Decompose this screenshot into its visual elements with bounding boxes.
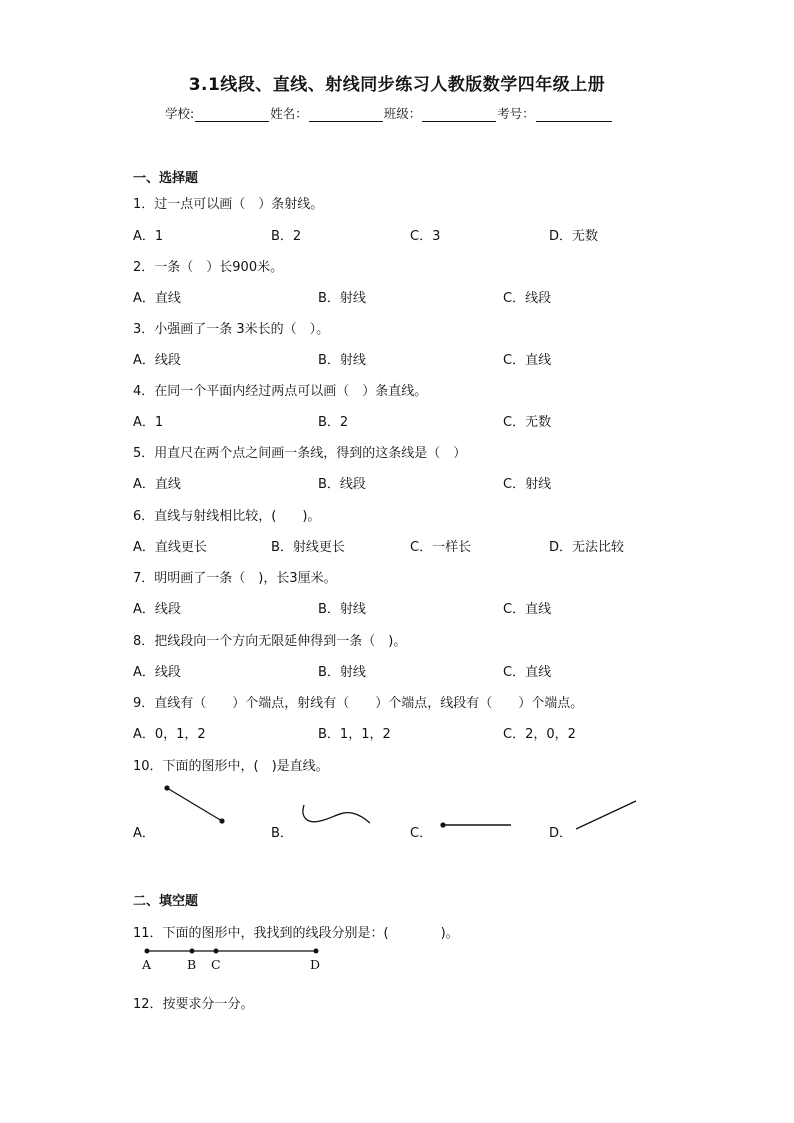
class-label: 班级： <box>383 106 422 121</box>
point-d <box>314 949 319 954</box>
label-a: A <box>142 957 152 972</box>
q6-option-c[interactable]: C．一样长 <box>410 540 472 555</box>
point-b <box>190 949 195 954</box>
q10-option-d[interactable]: D． <box>549 826 573 841</box>
section-fill-heading: 二、填空题 <box>133 894 199 909</box>
school-label: 学校: <box>165 106 195 121</box>
section-choice-heading: 一、选择题 <box>133 171 199 186</box>
question-8: 8．把线段向一个方向无限延伸得到一条（ )。 <box>133 634 407 649</box>
q7-option-c[interactable]: C．直线 <box>503 602 552 617</box>
q6-option-b[interactable]: B．射线更长 <box>271 540 345 555</box>
q10-option-c[interactable]: C． <box>410 826 433 841</box>
q5-option-c[interactable]: C．射线 <box>503 477 552 492</box>
q10-option-b[interactable]: B． <box>271 826 293 841</box>
q6-option-a[interactable]: A．直线更长 <box>133 540 207 555</box>
q6-option-d[interactable]: D．无法比较 <box>549 540 625 555</box>
label-d: D <box>310 957 321 972</box>
name-label: 姓名： <box>270 106 308 121</box>
question-4: 4．在同一个平面内经过两点可以画（ ）条直线。 <box>133 384 428 399</box>
question-7: 7．明明画了一条（ )，长3厘米。 <box>133 571 337 586</box>
q5-option-b[interactable]: B．线段 <box>318 477 366 492</box>
q4-option-c[interactable]: C．无数 <box>503 415 552 430</box>
q7-option-a[interactable]: A．线段 <box>133 602 181 617</box>
point-c <box>214 949 219 954</box>
question-6: 6．直线与射线相比较，( )。 <box>133 509 321 524</box>
question-2: 2．一条（ ）长900米。 <box>133 260 284 275</box>
q5-option-a[interactable]: A．直线 <box>133 477 181 492</box>
question-5: 5．用直尺在两个点之间画一条线，得到的这条线是（ ） <box>133 446 467 461</box>
figure-c-ray <box>440 822 511 827</box>
q3-option-a[interactable]: A．线段 <box>133 353 181 368</box>
label-b: B <box>187 957 197 972</box>
q11-line-figure <box>145 949 319 954</box>
question-9: 9．直线有（ ）个端点，射线有（ ）个端点，线段有（ ）个端点。 <box>133 696 584 711</box>
question-11: 11．下面的图形中，我找到的线段分别是：( )。 <box>133 926 459 941</box>
label-c: C <box>211 957 221 972</box>
q2-option-a[interactable]: A．直线 <box>133 291 181 306</box>
q1-option-b[interactable]: B．2 <box>271 229 302 244</box>
point-a <box>145 949 150 954</box>
number-label: 考号： <box>497 106 535 121</box>
question-12: 12．按要求分一分。 <box>133 997 254 1012</box>
question-1: 1．过一点可以画（ ）条射线。 <box>133 197 324 212</box>
question-10: 10．下面的图形中，( )是直线。 <box>133 759 329 774</box>
page-title: 3.1线段、直线、射线同步练习人教版数学四年级上册 <box>188 75 606 95</box>
q10-option-a[interactable]: A． <box>133 826 155 841</box>
q1-option-a[interactable]: A．1 <box>133 229 164 244</box>
figure-d-line <box>576 801 636 829</box>
q2-option-b[interactable]: B．射线 <box>318 291 366 306</box>
q1-option-d[interactable]: D．无数 <box>549 229 599 244</box>
q4-option-a[interactable]: A．1 <box>133 415 164 430</box>
q2-option-c[interactable]: C．线段 <box>503 291 552 306</box>
q4-option-b[interactable]: B．2 <box>318 415 349 430</box>
q7-option-b[interactable]: B．射线 <box>318 602 366 617</box>
figure-b-curve <box>303 805 370 823</box>
question-3: 3．小强画了一条 3米长的（ ）。 <box>133 322 330 337</box>
q8-option-b[interactable]: B．射线 <box>318 665 366 680</box>
q8-option-c[interactable]: C．直线 <box>503 665 552 680</box>
q1-option-c[interactable]: C．3 <box>410 229 441 244</box>
q3-option-b[interactable]: B．射线 <box>318 353 366 368</box>
q9-option-c[interactable]: C．2，0，2 <box>503 727 576 742</box>
q8-option-a[interactable]: A．线段 <box>133 665 181 680</box>
q3-option-c[interactable]: C．直线 <box>503 353 552 368</box>
q9-option-b[interactable]: B．1，1，2 <box>318 727 391 742</box>
figure-a-segment <box>164 785 224 823</box>
q9-option-a[interactable]: A．0，1，2 <box>133 727 206 742</box>
